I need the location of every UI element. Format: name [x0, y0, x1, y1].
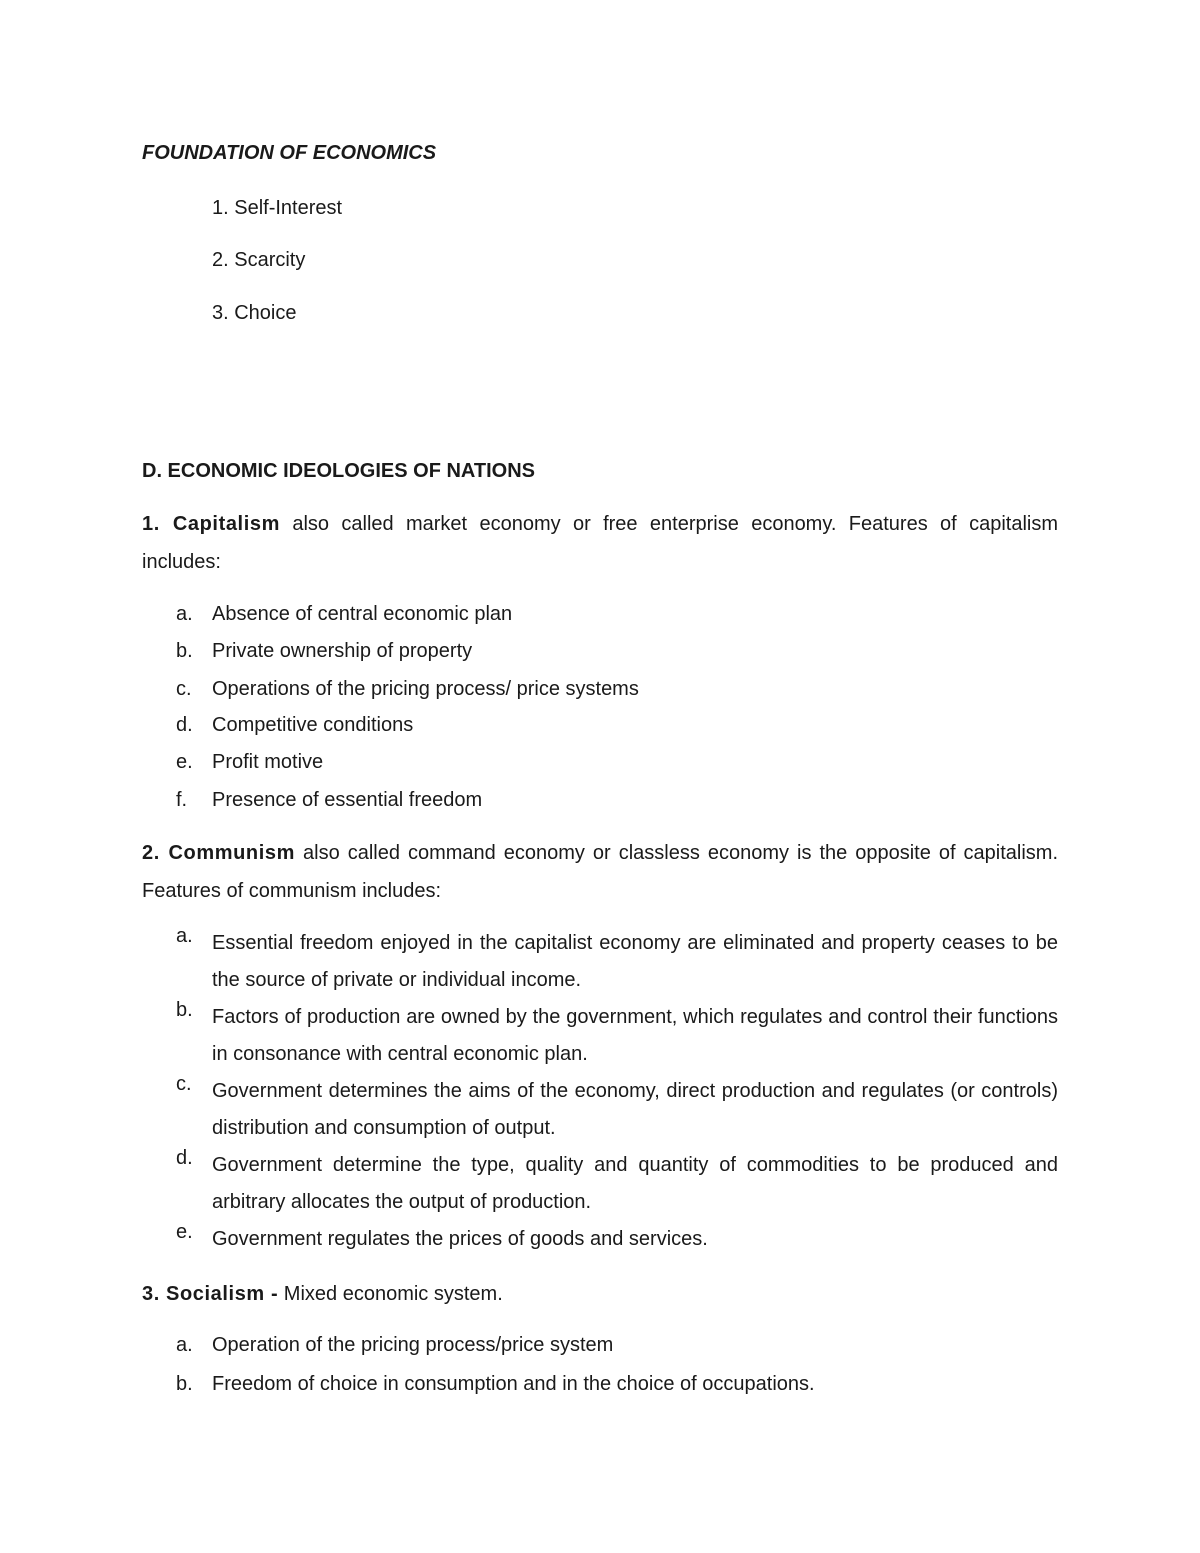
communism-heading: 2. Communism [142, 842, 296, 864]
list-item-text: Profit motive [212, 751, 324, 773]
list-item-text: Freedom of choice in consumption and in the choice of occupations. [212, 1373, 815, 1395]
list-marker: a. [176, 925, 193, 947]
list-item-text: Absence of central economic plan [212, 603, 513, 625]
list-marker: c. [176, 1073, 192, 1095]
list-item-text: Presence of essential freedom [212, 789, 483, 811]
capitalism-paragraph [142, 505, 1058, 581]
capitalism-heading: 1. Capitalism [142, 513, 280, 535]
list-marker: c. [176, 678, 192, 700]
foundation-title: FOUNDATION OF ECONOMICS [142, 142, 437, 164]
list-item-text: Government regulates the prices of goods and services. [212, 1228, 708, 1250]
list-marker: b. [176, 1373, 193, 1395]
communism-description: also called command economy or classless economy is the opposite of capitalism. Features of communism includes: [142, 842, 1059, 902]
socialism-description: Mixed economic system. [278, 1283, 503, 1305]
list-item-text: Essential freedom enjoyed in the capitalist economy are eliminated and property ceases to be the source of private or individual income. [212, 932, 1058, 991]
list-marker: b. [176, 999, 193, 1021]
list-item-text: Government determine the type, quality and quantity of commodities to be produced and arbitrary allocates the output of production. [212, 1154, 1058, 1213]
foundation-item-scarcity: 2. Scarcity [212, 249, 306, 271]
list-item-text: Competitive conditions [212, 714, 414, 736]
section-title: D. ECONOMIC IDEOLOGIES OF NATIONS [142, 460, 535, 482]
list-item-text: Operation of the pricing process/price system [212, 1334, 614, 1356]
list-item-text: Private ownership of property [212, 640, 473, 662]
socialism-paragraph [142, 1275, 1058, 1313]
list-marker: a. [176, 603, 193, 625]
capitalism-description: also called market economy or free enterprise economy. Features of capitalism includes: [142, 513, 1058, 573]
list-item-text: Government determines the aims of the economy, direct production and regulates (or controls) distribution and consumption of output. [212, 1080, 1058, 1139]
list-item-text: Operations of the pricing process/ price systems [212, 678, 639, 700]
list-marker: d. [176, 1147, 193, 1169]
communism-paragraph [142, 834, 1058, 910]
list-marker: f. [176, 789, 188, 811]
foundation-item-self-interest: 1. Self-Interest [212, 197, 343, 219]
foundation-item-choice: 3. Choice [212, 302, 297, 324]
socialism-heading: 3. Socialism - [142, 1283, 279, 1305]
list-item-text: Factors of production are owned by the government, which regulates and control their functions in consonance with central economic plan. [212, 1006, 1058, 1065]
list-marker: e. [176, 751, 193, 773]
list-marker: d. [176, 714, 193, 736]
list-marker: a. [176, 1334, 193, 1356]
list-marker: b. [176, 640, 193, 662]
list-marker: e. [176, 1221, 193, 1243]
